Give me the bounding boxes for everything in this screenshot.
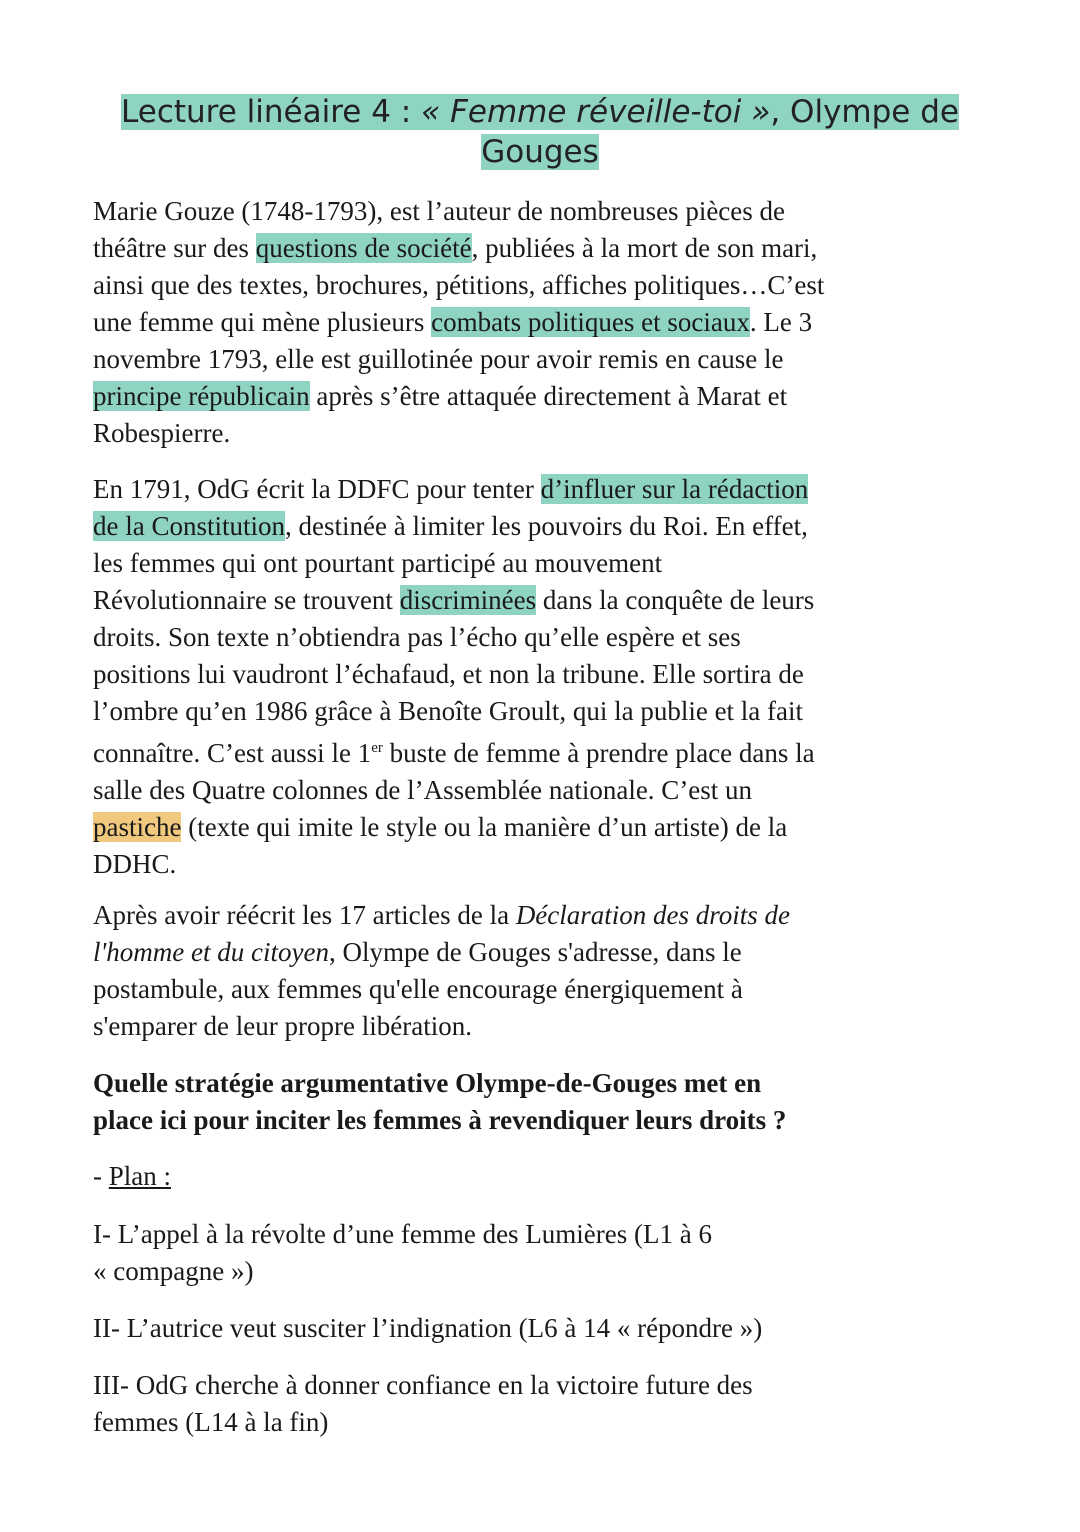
context-line-10 (93, 809, 993, 846)
plan-dash: - (93, 1161, 109, 1191)
plan-part-1 (93, 1216, 993, 1290)
intro-text: , publiées à la mort de son mari, (471, 233, 818, 263)
title-prefix: Lecture linéaire 4 : (121, 94, 422, 130)
plan-heading (93, 1158, 993, 1195)
highlight-constitution: de la Constitution (93, 511, 285, 541)
situation-line-4: s'emparer de leur propre libération. (93, 1011, 472, 1041)
title-line2: Gouges (481, 134, 599, 170)
situation-line-2 (93, 934, 993, 971)
intro-line-7: Robespierre. (93, 418, 231, 448)
highlight-pastiche: pastiche (93, 812, 182, 842)
context-line-7: l’ombre qu’en 1986 grâce à Benoîte Groult, qui la publie et la fait (93, 696, 804, 726)
intro-text: une femme qui mène plusieurs (93, 307, 432, 337)
question-line-2: place ici pour inciter les femmes à revendiquer leurs droits ? (93, 1105, 787, 1135)
problematic-question (93, 1065, 993, 1139)
context-text: En 1791, OdG écrit la DDFC pour tenter (93, 474, 541, 504)
context-line-11: DDHC. (93, 849, 177, 879)
context-line-9: salle des Quatre colonnes de l’Assemblée nationale. C’est un (93, 775, 753, 805)
context-paragraph (93, 471, 993, 883)
intro-paragraph (93, 193, 993, 452)
context-line-8 (93, 730, 993, 772)
intro-line-4 (93, 304, 993, 341)
context-text: (texte qui imite le style ou la manière d’un artiste) de la (181, 812, 788, 842)
context-text: , destinée à limiter les pouvoirs du Roi. En effet, (285, 511, 808, 541)
context-line-1 (93, 471, 993, 508)
context-text: buste de femme à prendre place dans la (382, 738, 815, 768)
context-text: dans la conquête de leurs (536, 585, 815, 615)
plan-label: Plan : (108, 1161, 172, 1191)
situation-paragraph (93, 897, 993, 1045)
situation-text: , Olympe de Gouges s'adresse, dans le (328, 937, 742, 967)
intro-text: après s’être attaquée directement à Marat et (309, 381, 788, 411)
context-line-2 (93, 508, 993, 545)
situation-line-3: postambule, aux femmes qu'elle encourage énergiquement à (93, 974, 743, 1004)
context-text: Révolutionnaire se trouvent (93, 585, 400, 615)
title-work: « Femme réveille-toi » (421, 94, 771, 130)
intro-line-6 (93, 378, 993, 415)
plan-part-2-line: II- L’autrice veut susciter l’indignation (L6 à 14 « répondre ») (93, 1313, 763, 1343)
intro-line-2 (93, 230, 993, 267)
context-line-4 (93, 582, 993, 619)
context-line-6: positions lui vaudront l’échafaud, et non la tribune. Elle sortira de (93, 659, 804, 689)
plan-part-3 (93, 1367, 993, 1441)
context-text: connaître. C’est aussi le 1 (93, 738, 372, 768)
intro-text: théâtre sur des (93, 233, 256, 263)
title-suffix: , Olympe de (770, 94, 959, 130)
highlight-influer: d’influer sur la rédaction (540, 474, 809, 504)
plan-part-1-line-1: I- L’appel à la révolte d’une femme des Lumières (L1 à 6 (93, 1219, 712, 1249)
title-highlight (121, 94, 959, 130)
context-line-5: droits. Son texte n’obtiendra pas l’écho qu’elle espère et ses (93, 622, 741, 652)
plan-part-3-line-1: III- OdG cherche à donner confiance en la victoire future des (93, 1370, 753, 1400)
question-line-1: Quelle stratégie argumentative Olympe-de-Gouges met en (93, 1068, 762, 1098)
plan-heading-line (93, 1158, 993, 1195)
superscript-er: er (371, 740, 383, 756)
highlight-questions-societe: questions de société (255, 233, 472, 263)
document-title (90, 92, 990, 172)
plan-part-2 (93, 1310, 993, 1347)
intro-text: . Le 3 (749, 307, 813, 337)
situation-italic: Déclaration des droits de (515, 900, 791, 930)
intro-line-1: Marie Gouze (1748-1793), est l’auteur de nombreuses pièces de (93, 196, 786, 226)
highlight-discriminees: discriminées (399, 585, 537, 615)
situation-text: Après avoir réécrit les 17 articles de la (93, 900, 516, 930)
intro-line-3: ainsi que des textes, brochures, pétitions, affiches politiques…C’est (93, 270, 825, 300)
plan-part-3-line-2: femmes (L14 à la fin) (93, 1407, 329, 1437)
highlight-combats: combats politiques et sociaux (431, 307, 750, 337)
context-line-3: les femmes qui ont pourtant participé au mouvement (93, 548, 663, 578)
situation-italic: l'homme et du citoyen (93, 937, 329, 967)
situation-line-1 (93, 897, 993, 934)
highlight-principe: principe républicain (93, 381, 310, 411)
plan-part-1-line-2: « compagne ») (93, 1256, 254, 1286)
intro-line-5: novembre 1793, elle est guillotinée pour avoir remis en cause le (93, 344, 784, 374)
